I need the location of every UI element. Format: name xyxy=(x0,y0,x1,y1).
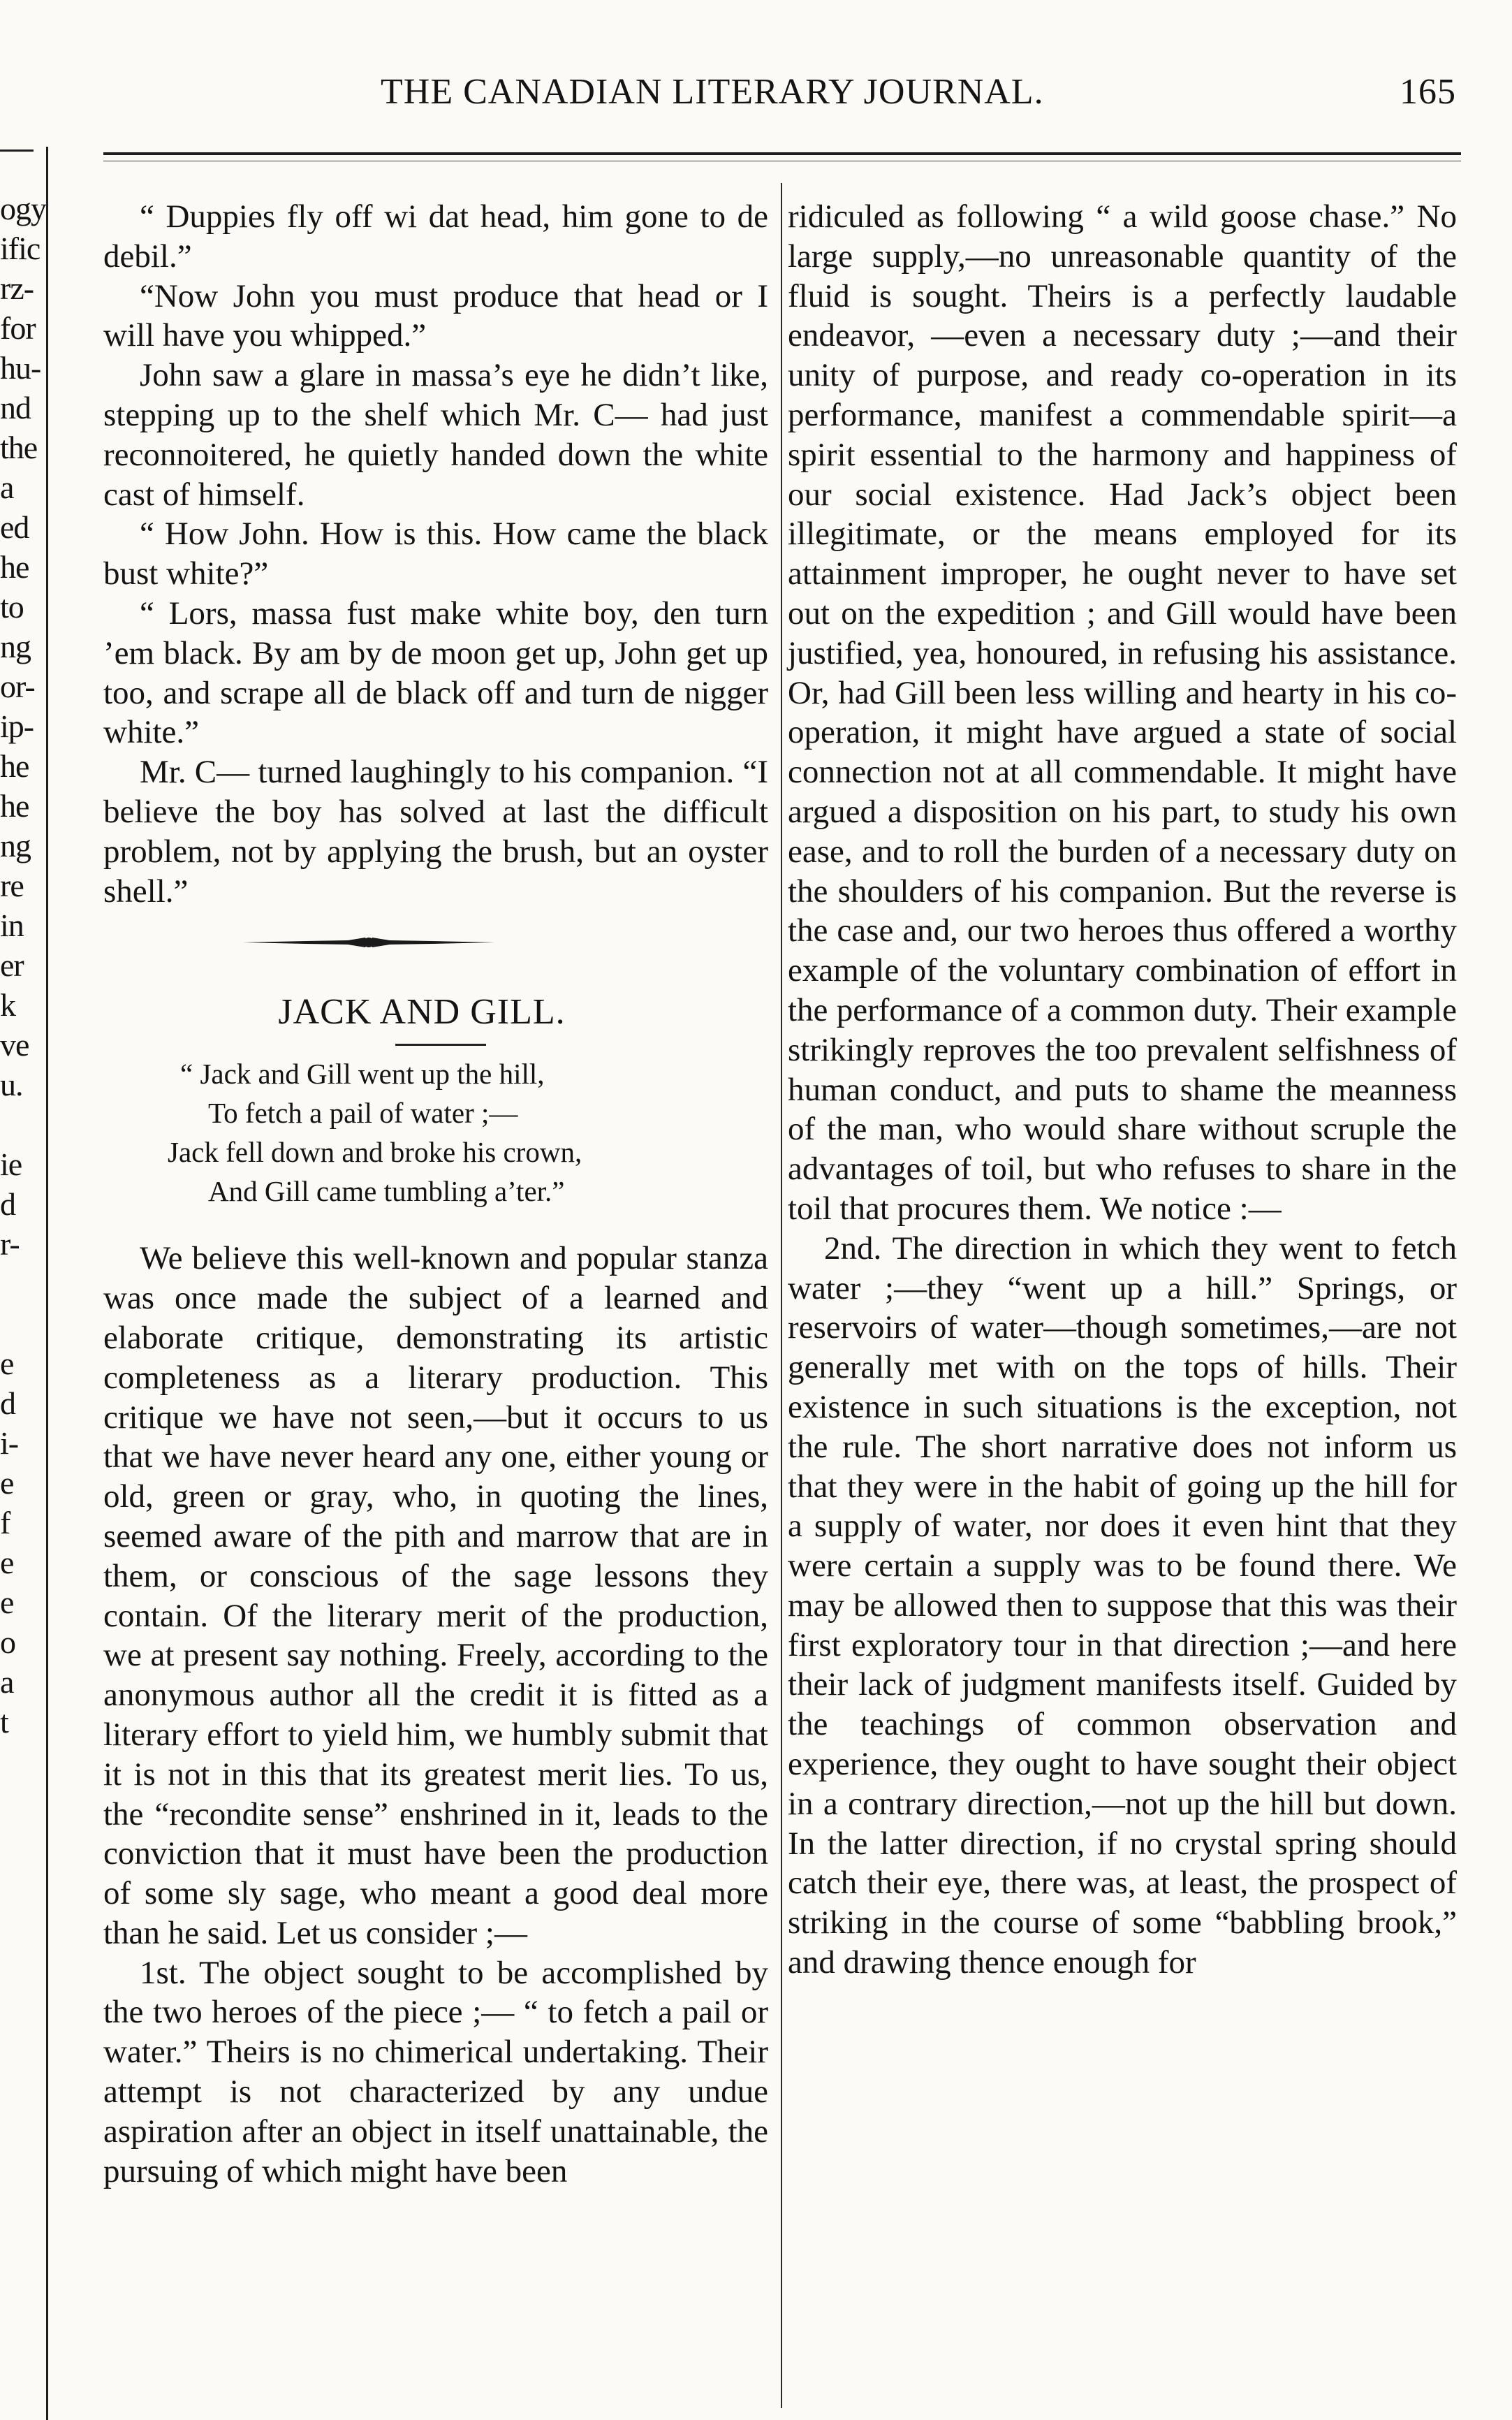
margin-fragment: nd xyxy=(0,390,31,425)
verse-line: To fetch a pail of water ;— xyxy=(208,1097,518,1130)
margin-fragment: i- xyxy=(0,1425,19,1461)
margin-fragment xyxy=(0,1861,41,1901)
margin-fragment: ed xyxy=(0,509,29,545)
journal-title: THE CANADIAN LITERARY JOURNAL. xyxy=(381,72,1044,112)
margin-fragment: ip- xyxy=(0,708,34,744)
margin-fragment: ve xyxy=(0,1027,29,1063)
margin-fragment: he xyxy=(0,788,29,824)
margin-fragment: ific xyxy=(0,231,41,266)
column-divider xyxy=(781,183,782,2408)
margin-fragment: ng xyxy=(0,629,31,664)
margin-fragment: k xyxy=(0,987,15,1023)
margin-fragment: hu- xyxy=(0,350,41,386)
margin-fragment: in xyxy=(0,908,24,943)
margin-fragment: d xyxy=(0,1186,15,1222)
running-header xyxy=(101,64,1456,127)
margin-fragment: he xyxy=(0,748,29,784)
margin-fragment: ng xyxy=(0,828,31,863)
page-number: 165 xyxy=(1400,72,1456,112)
margin-fragment xyxy=(0,1105,41,1144)
margin-fragment: re xyxy=(0,868,24,903)
right-column xyxy=(788,197,1457,1983)
margin-fragment: e xyxy=(0,1465,14,1501)
margin-fragment: he xyxy=(0,549,29,585)
margin-fragment: e xyxy=(0,1584,14,1620)
previous-page-margin xyxy=(0,189,46,1981)
article-paragraph: We believe this well-known and popular stanza was once made the subject of a learned and elaborate critique, demonstrating its artistic completeness as a literary production. This critique we have not seen,—but it occurs to us that we have never heard any one, either young or old, green or gray, who, in quoting the lines, seemed aware of the pith and marrow that are in them, or conscious of the sage lessons they contain. Of the literary merit of the production, we at present say nothing. Freely, according to the anonymous author all the credit it is fitted as a literary effort to yield him, we humbly submit that it is not in this that its greatest merit lies. To us, the “recondite sense” enshrined in it, leads to the conviction that it must have been the production of some sly sage, who meant a good deal more than he said. Let us consider ;— xyxy=(103,1240,768,1951)
margin-fragment: the xyxy=(0,430,38,465)
margin-fragment: a xyxy=(0,1664,14,1700)
margin-fragment: rz- xyxy=(0,270,34,306)
story-paragraph: “ Lors, massa fust make white boy, den turn ’em black. By am by de moon get up, John get up too, and scrape all de black off and turn de nigger white.” xyxy=(103,595,768,751)
margin-fragment: a xyxy=(0,469,14,505)
margin-fragment xyxy=(0,1821,41,1861)
article-paragraph: 2nd. The direction in which they went to fetch water ;—they “went up a hill.” Springs, or reservoirs of water—though sometimes,—are not generally met with on the tops of hills. Their existence in such situations is the exception, not the rule. The short narrative does not inform us that they were in the habit of going up the hill for a supply of water, nor does it even hint that they were certain a supply was to be found there. We may be allowed then to suppose that this was their first exploratory tour in that direction ;—and here their lack of judgment manifests itself. Guided by the teachings of common observation and experience, they ought to have sought their object in a contrary direction,—not up the hill but down. In the latter direction, if no crystal spring should catch their eye, there was, at least, the prospect of striking in the course of some “babbling brook,” and drawing thence enough for xyxy=(788,1230,1457,1981)
margin-fragment: u. xyxy=(0,1067,23,1102)
margin-fragment: to xyxy=(0,589,24,625)
article-paragraph: ridiculed as following “ a wild goose chase.” No large supply,—no unreasonable quantity of the fluid is sought. Theirs is a perfectly laudable endeavor, —even a necessary duty ;—and their unity of purpose, and ready co-operation in its performance, manifest a commendable spirit—a spirit essential to the harmony and happiness of our social existence. Had Jack’s object been illegitimate, or the means employed for its attainment improper, he ought never to have set out on the expedition ; and Gill would have been justified, yea, honoured, in refusing his assistance. Or, had Gill been less willing and hearty in his co-operation, it might have argued a state of social connection not at all commendable. It might have argued a disposition on his part, to study his own ease, and to roll the burden of a necessary duty on the shoulders of his companion. But the reverse is the case and, our two heroes thus offered a worthy example of the voluntary combination of effort in the performance of a common duty. Their example strikingly reproves the too prevalent selfishness of human conduct, and puts to shame the meanness of the man, who would share without scruple the advantages of toil, but who refuses to share in the toil that procures them. We notice :— xyxy=(788,198,1457,1227)
epigraph-verse xyxy=(103,1054,768,1211)
margin-fragment: r- xyxy=(0,1226,20,1262)
margin-fragment: er xyxy=(0,947,24,983)
article-title: JACK AND GILL. xyxy=(278,992,566,1033)
story-paragraph: “ How John. How is this. How came the black bust white?” xyxy=(103,516,768,592)
margin-dash xyxy=(0,150,34,152)
article-paragraph: 1st. The object sought to be accomplished by the two heroes of the piece ;— “ to fetch a pail or water.” Theirs is no chimerical undertaking. Their attempt is not characterized by any undue aspiration after an object in itself unattainable, the pursuing of which might have been xyxy=(103,1954,768,2189)
header-rule xyxy=(103,152,1461,155)
margin-fragment: e xyxy=(0,1545,14,1580)
margin-fragment xyxy=(0,1781,41,1821)
margin-fragment: e xyxy=(0,1346,14,1381)
verse-line: And Gill came tumbling a’ter.” xyxy=(208,1175,565,1208)
margin-fragment: f xyxy=(0,1505,10,1540)
story-paragraph: Mr. C— turned laughingly to his companion. “I believe the boy has solved at last the difficult problem, not by applying the brush, but an oyster shell.” xyxy=(103,754,768,910)
margin-fragment xyxy=(0,1264,41,1304)
title-rule xyxy=(395,1044,486,1046)
story-paragraph: “Now John you must produce that head or I will have you whipped.” xyxy=(103,277,768,354)
margin-fragment xyxy=(0,1901,41,1941)
gutter-rule xyxy=(46,147,48,2420)
verse-line: Jack fell down and broke his crown, xyxy=(168,1136,582,1169)
margin-fragment: ie xyxy=(0,1146,22,1182)
margin-fragment: ogy xyxy=(0,191,46,226)
verse-line: “ Jack and Gill went up the hill, xyxy=(180,1058,545,1091)
margin-fragment xyxy=(0,1304,41,1343)
margin-fragment: or- xyxy=(0,669,35,704)
story-paragraph: “ Duppies fly off wi dat head, him gone to de debil.” xyxy=(103,198,768,275)
section-ornament xyxy=(103,911,768,988)
margin-fragment: t xyxy=(0,1704,8,1740)
margin-fragment: d xyxy=(0,1385,15,1421)
story-paragraph: John saw a glare in massa’s eye he didn’t like, stepping up to the shelf which Mr. C— had just reconnoitered, he quietly handed down the white cast of himself. xyxy=(103,357,768,513)
margin-fragment: for xyxy=(0,310,36,346)
left-column xyxy=(103,197,768,2191)
margin-fragment xyxy=(0,1742,41,1781)
margin-fragment xyxy=(0,1941,41,1981)
margin-fragment: o xyxy=(0,1624,15,1660)
